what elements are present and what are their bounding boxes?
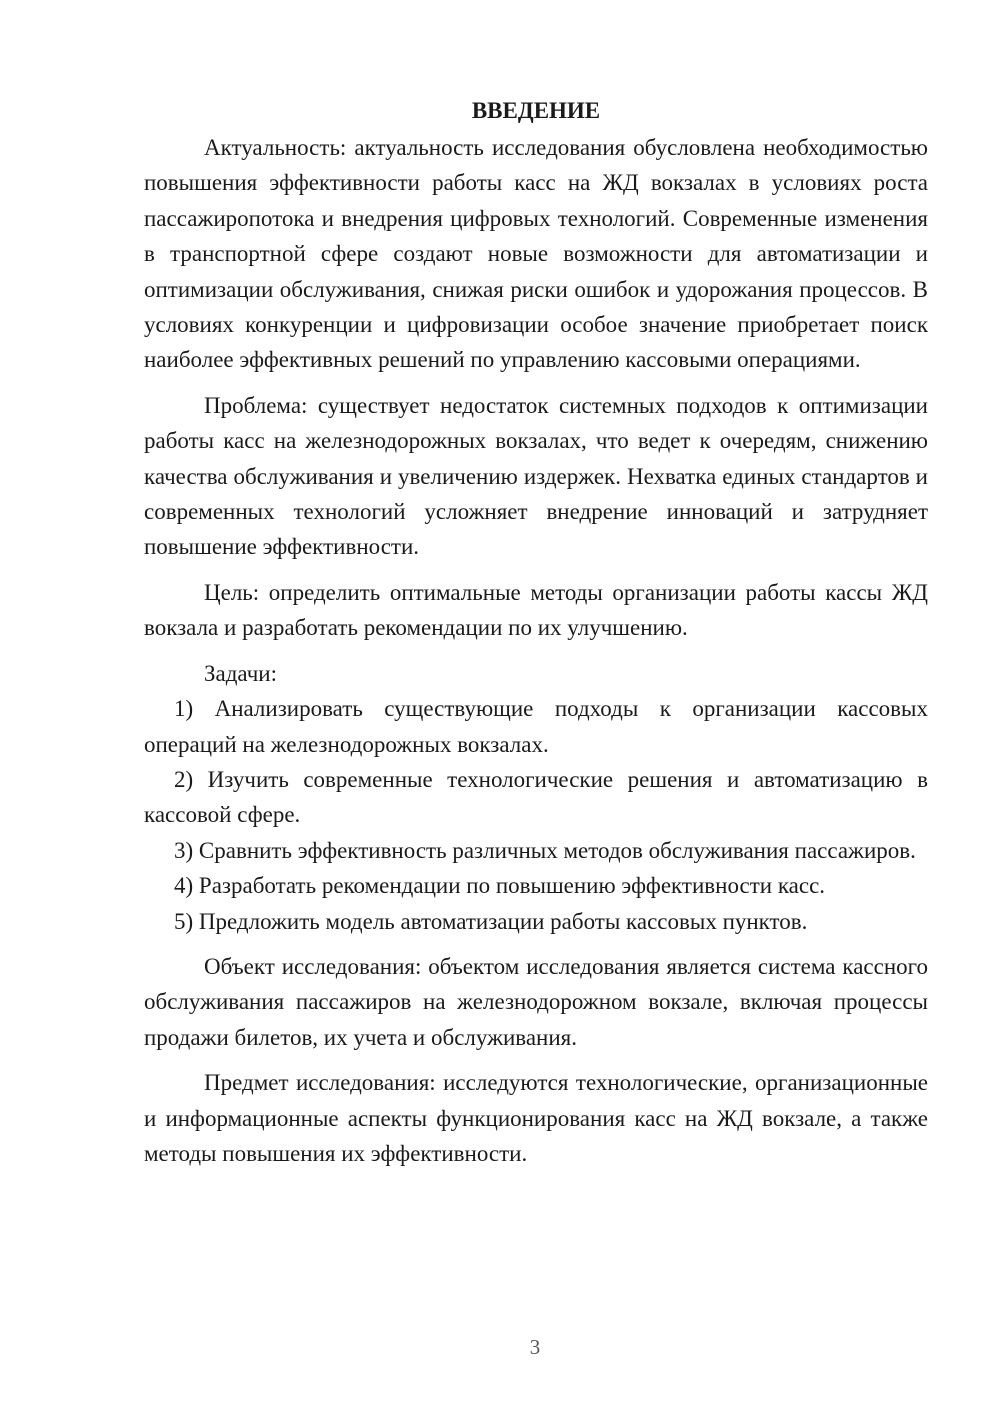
- task-item: 3) Сравнить эффективность различных методов обслуживания пассажиров.: [174, 837, 916, 863]
- problem-paragraph: Проблема: существует недостаток системных подходов к оптимизации работы касс на железнодорожных вокзалах, что ведет к очередям, снижению качества обслуживания и увеличению издержек. Нехватка единых стандартов и современных технологий усложняет внедрение инноваций и затрудняет повышение эффективности.: [144, 392, 928, 560]
- subject-paragraph: Предмет исследования: исследуются технологические, организационные и информационные аспекты функционирования касс на ЖД вокзале, а также методы повышения их эффективности.: [144, 1070, 928, 1166]
- document-page: [144, 96, 928, 1171]
- tasks-heading: Задачи:: [204, 660, 277, 686]
- task-item: 5) Предложить модель автоматизации работы кассовых пунктов.: [174, 908, 808, 934]
- task-item: 1) Анализировать существующие подходы к организации кассовых операций на железнодорожных вокзалах.: [144, 696, 928, 757]
- document-title: ВВЕДЕНИЕ: [471, 98, 601, 123]
- relevance-paragraph: Актуальность: актуальность исследования обусловлена необходимостью повышения эффективности работы касс на ЖД вокзалах в условиях роста пассажиропотока и внедрения цифровых технологий. Современные изменения в транспортной сфере создают новые возможности для автоматизации и оптимизации обслуживания, снижая риски ошибок и удорожания процессов. В условиях конкуренции и цифровизации особое значение приобретает поиск наиболее эффективных решений по управлению кассовыми операциями.: [144, 135, 928, 373]
- task-item: 4) Разработать рекомендации по повышению эффективности касс.: [174, 873, 826, 899]
- page-number: 3: [529, 1335, 541, 1359]
- task-item: 2) Изучить современные технологические решения и автоматизацию в кассовой сфере.: [144, 766, 928, 828]
- object-paragraph: Объект исследования: объектом исследования является система кассного обслуживания пассажиров на железнодорожном вокзале, включая процессы продажи билетов, их учета и обслуживания.: [144, 953, 928, 1050]
- goal-paragraph: Цель: определить оптимальные методы организации работы кассы ЖД вокзала и разработать рекомендации по их улучшению.: [144, 579, 928, 641]
